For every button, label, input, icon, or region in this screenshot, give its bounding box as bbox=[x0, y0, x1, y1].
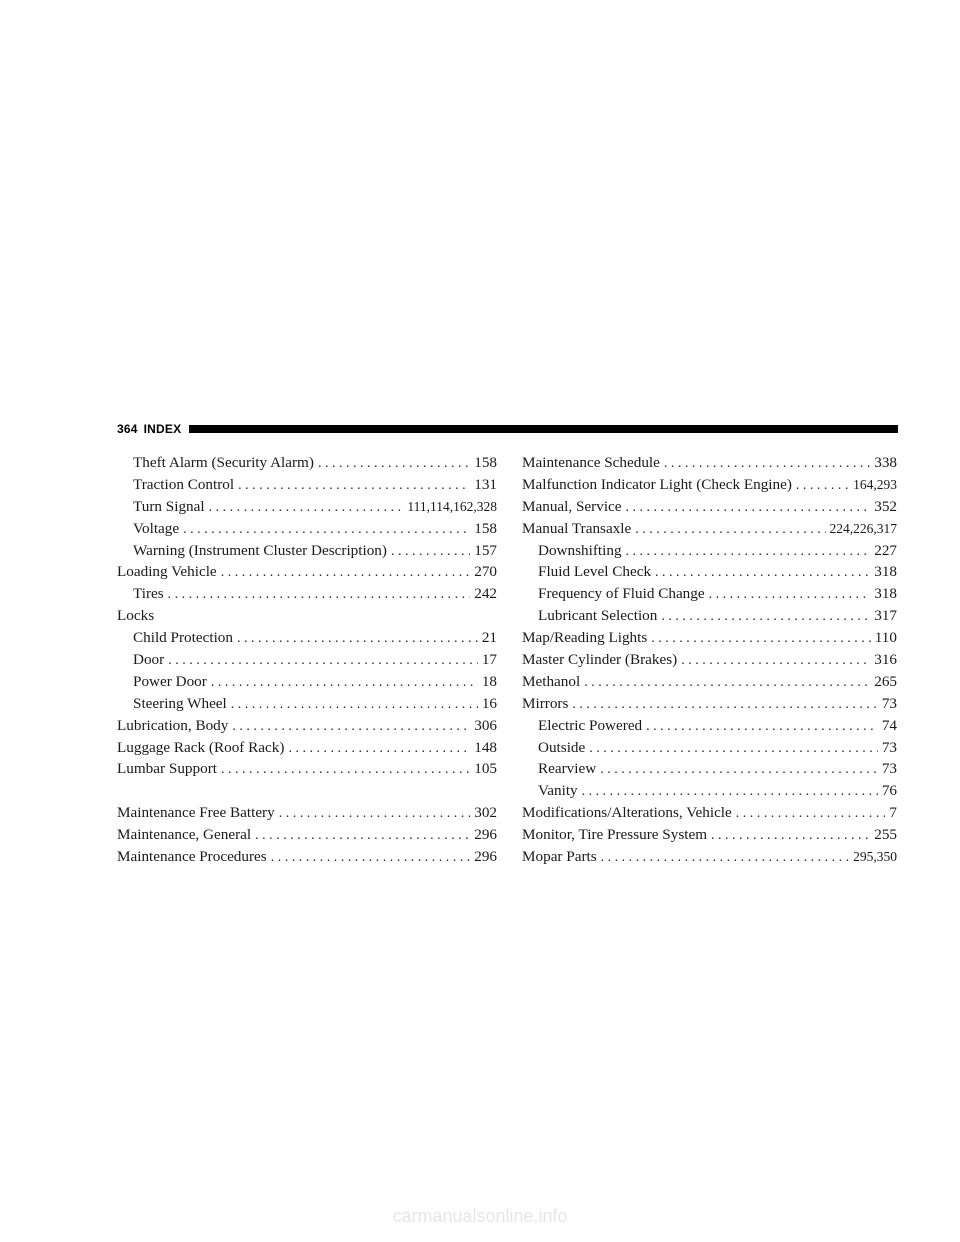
leader-dots bbox=[237, 628, 478, 650]
leader-dots bbox=[626, 541, 871, 563]
index-term: Child Protection bbox=[133, 629, 233, 647]
index-term: Electric Powered bbox=[538, 716, 643, 734]
header-label bbox=[117, 422, 181, 436]
index-entry bbox=[522, 605, 897, 627]
leader-dots bbox=[584, 672, 870, 694]
index-term: Frequency of Fluid Change bbox=[538, 585, 705, 603]
index-term: Luggage Rack (Roof Rack) bbox=[117, 738, 285, 756]
index-term: Door bbox=[133, 651, 165, 669]
leader-dots bbox=[635, 519, 825, 541]
index-page: 302 bbox=[474, 804, 497, 822]
leader-dots bbox=[572, 694, 877, 716]
index-page: 76 bbox=[881, 782, 897, 800]
index-term: Tires bbox=[133, 585, 164, 603]
leader-dots bbox=[664, 453, 870, 475]
index-entry bbox=[117, 802, 497, 824]
index-page: 316 bbox=[874, 651, 897, 669]
index-entry bbox=[522, 518, 897, 540]
index-page: 296 bbox=[474, 826, 497, 844]
index-page: 105 bbox=[474, 760, 497, 778]
index-entry bbox=[117, 671, 497, 693]
index-page: 318 bbox=[874, 563, 897, 581]
index-entry bbox=[117, 474, 497, 496]
index-page: 21 bbox=[481, 629, 497, 647]
index-entry bbox=[117, 496, 497, 518]
index-page: 227 bbox=[874, 541, 897, 559]
index-term: Manual Transaxle bbox=[522, 519, 632, 537]
leader-dots bbox=[582, 781, 878, 803]
leader-dots bbox=[391, 541, 470, 563]
index-page: 74 bbox=[881, 716, 897, 734]
leader-dots bbox=[183, 519, 470, 541]
section-title: INDEX bbox=[143, 422, 182, 436]
index-entry bbox=[522, 627, 897, 649]
index-entry bbox=[522, 496, 897, 518]
leader-dots bbox=[651, 628, 870, 650]
watermark: carmanualsonline.info bbox=[392, 1206, 568, 1226]
index-entry bbox=[117, 715, 497, 737]
index-term: Lubricant Selection bbox=[538, 607, 658, 625]
index-entry bbox=[117, 452, 497, 474]
index-page: 7 bbox=[889, 804, 897, 822]
index-page: 17 bbox=[481, 651, 497, 669]
leader-dots bbox=[271, 847, 471, 869]
index-page: 16 bbox=[481, 694, 497, 712]
index-page: 224,226,317 bbox=[829, 520, 897, 536]
index-column-right bbox=[522, 452, 897, 868]
index-entry bbox=[117, 693, 497, 715]
index-term: Turn Signal bbox=[133, 497, 205, 515]
index-term: Steering Wheel bbox=[133, 694, 227, 712]
index-page: 148 bbox=[474, 738, 497, 756]
index-term: Malfunction Indicator Light (Check Engine) bbox=[522, 475, 792, 493]
index-term: Traction Control bbox=[133, 475, 235, 493]
index-entry bbox=[522, 824, 897, 846]
index-entry bbox=[117, 627, 497, 649]
leader-dots bbox=[221, 562, 471, 584]
index-entry bbox=[117, 518, 497, 540]
index-page: 157 bbox=[474, 541, 497, 559]
index-entry bbox=[522, 693, 897, 715]
index-page: 255 bbox=[874, 826, 897, 844]
page-number: 364 bbox=[117, 422, 138, 436]
index-entry bbox=[522, 583, 897, 605]
leader-dots bbox=[279, 803, 471, 825]
index-term: Mopar Parts bbox=[522, 848, 597, 866]
index-term: Modifications/Alterations, Vehicle bbox=[522, 804, 732, 822]
index-term: Voltage bbox=[133, 519, 180, 537]
index-term: Mirrors bbox=[522, 694, 569, 712]
index-page: 73 bbox=[881, 760, 897, 778]
index-term: Warning (Instrument Cluster Description) bbox=[133, 541, 387, 559]
index-term: Lumbar Support bbox=[117, 760, 217, 778]
leader-dots bbox=[221, 759, 470, 781]
leader-dots bbox=[589, 738, 878, 760]
header-rule bbox=[189, 425, 898, 433]
leader-dots bbox=[709, 584, 871, 606]
index-page: 111,114,162,328 bbox=[407, 498, 497, 514]
index-page: 158 bbox=[474, 519, 497, 537]
index-page: 164,293 bbox=[853, 476, 897, 492]
leader-dots bbox=[255, 825, 470, 847]
leader-dots bbox=[209, 497, 404, 519]
index-term: Maintenance Procedures bbox=[117, 848, 267, 866]
index-page: 131 bbox=[474, 475, 497, 493]
index-entry bbox=[522, 649, 897, 671]
index-term: Fluid Level Check bbox=[538, 563, 652, 581]
index-column-left bbox=[117, 452, 497, 868]
leader-dots bbox=[655, 562, 870, 584]
index-entry bbox=[522, 737, 897, 759]
leader-dots bbox=[168, 650, 478, 672]
leader-dots bbox=[600, 759, 878, 781]
index-term: Downshifting bbox=[538, 541, 622, 559]
index-term: Maintenance Schedule bbox=[522, 454, 660, 471]
leader-dots bbox=[796, 475, 849, 497]
index-term: Manual, Service bbox=[522, 497, 622, 515]
index-term: Maintenance Free Battery bbox=[117, 804, 275, 822]
leader-dots bbox=[238, 475, 470, 497]
leader-dots bbox=[231, 694, 478, 716]
index-term: Theft Alarm (Security Alarm) bbox=[133, 454, 314, 471]
leader-dots bbox=[601, 847, 849, 869]
index-entry bbox=[117, 649, 497, 671]
index-entry bbox=[117, 583, 497, 605]
index-page: 306 bbox=[474, 716, 497, 734]
leader-dots bbox=[711, 825, 870, 847]
index-page: 338 bbox=[874, 454, 897, 471]
leader-dots bbox=[232, 716, 470, 738]
index-term: Power Door bbox=[133, 672, 207, 690]
index-entry bbox=[522, 540, 897, 562]
leader-dots bbox=[211, 672, 478, 694]
leader-dots bbox=[288, 738, 470, 760]
index-entry bbox=[522, 758, 897, 780]
index-page: 242 bbox=[474, 585, 497, 603]
leader-dots bbox=[646, 716, 878, 738]
leader-dots bbox=[681, 650, 870, 672]
index-entry bbox=[117, 824, 497, 846]
leader-dots bbox=[736, 803, 886, 825]
index-heading bbox=[117, 605, 497, 627]
leader-dots bbox=[661, 606, 870, 628]
index-page: 158 bbox=[474, 454, 497, 471]
index-page: 296 bbox=[474, 848, 497, 866]
index-term: Methanol bbox=[522, 672, 581, 690]
index-page: 73 bbox=[881, 738, 897, 756]
leader-dots bbox=[168, 584, 471, 606]
index-page: 18 bbox=[481, 672, 497, 690]
index-entry bbox=[522, 846, 897, 868]
index-page: 317 bbox=[874, 607, 897, 625]
page-header bbox=[117, 421, 898, 437]
index-entry bbox=[522, 474, 897, 496]
index-term: Outside bbox=[538, 738, 586, 756]
index-term: Map/Reading Lights bbox=[522, 629, 648, 647]
index-term: Monitor, Tire Pressure System bbox=[522, 826, 708, 844]
index-entry bbox=[522, 802, 897, 824]
index-page: 265 bbox=[874, 672, 897, 690]
index-entry bbox=[117, 758, 497, 780]
index-entry bbox=[522, 452, 897, 474]
leader-dots bbox=[626, 497, 871, 519]
index-page: 270 bbox=[474, 563, 497, 581]
index-page: 318 bbox=[874, 585, 897, 603]
index-entry bbox=[117, 561, 497, 583]
index-entry bbox=[522, 561, 897, 583]
index-term: Rearview bbox=[538, 760, 597, 778]
index-term: Loading Vehicle bbox=[117, 563, 217, 581]
index-entry bbox=[522, 715, 897, 737]
index-page: 352 bbox=[874, 497, 897, 515]
index-page: 73 bbox=[881, 694, 897, 712]
index-entry bbox=[117, 737, 497, 759]
index-term: Master Cylinder (Brakes) bbox=[522, 651, 678, 669]
leader-dots bbox=[318, 453, 470, 475]
index-term: Vanity bbox=[538, 782, 578, 800]
index-page: 295,350 bbox=[853, 849, 897, 865]
index-entry bbox=[522, 671, 897, 693]
index-term: Locks bbox=[117, 607, 155, 625]
index-page: 110 bbox=[874, 629, 897, 647]
index-entry bbox=[522, 780, 897, 802]
index-term: Maintenance, General bbox=[117, 826, 252, 844]
index-term: Lubrication, Body bbox=[117, 716, 229, 734]
index-entry bbox=[117, 846, 497, 868]
index-entry bbox=[117, 540, 497, 562]
